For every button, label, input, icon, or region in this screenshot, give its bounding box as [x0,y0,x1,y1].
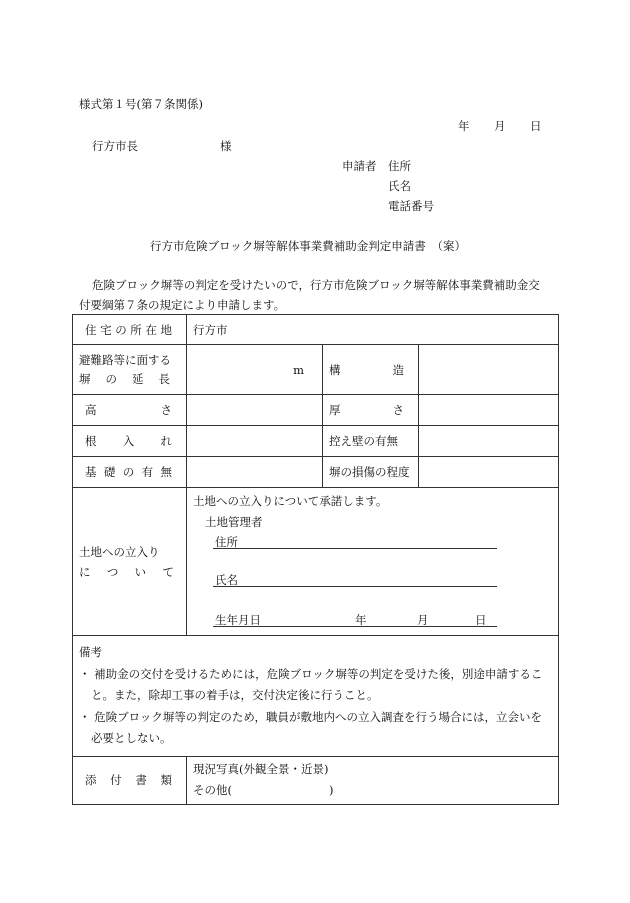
damage-value-cell[interactable] [419,457,559,488]
entry-birth-day: 日 [475,613,487,627]
date-day-label: 日 [530,119,542,133]
applicant-address-label: 住所 [388,159,411,173]
row-location [73,315,559,345]
form-number: 様式第１号(第７条関係) [79,97,203,111]
intro-line-1: 危険ブロック塀等の判定を受けたいので，行方市危険ブロック塀等解体事業費補助金交 [92,278,540,292]
remark-1-line-1: ・ 補助金の交付を受けるためには，危険ブロック塀等の判定を受けた後，別途申請するこ [79,666,543,681]
row-height [73,395,559,426]
remark-2-line-1: ・ 危険ブロック塀等の判定のため，職員が敷地内への立入調査を行う場合には，立会いを [79,709,542,724]
row-entry [73,488,559,636]
height-label: 高 さ [85,403,172,417]
height-value-cell[interactable] [187,395,323,426]
entry-consent-cell [187,488,559,636]
embed-label-cell [73,426,187,457]
thickness-label-cell [323,395,419,426]
length-label-line-1: 避難路等に面する [79,352,171,367]
land-manager-label: 土地管理者 [205,515,263,529]
damage-label-cell [323,457,419,488]
applicant-phone-label: 電話番号 [388,199,434,213]
attach-item-other[interactable] [193,780,552,801]
location-value: 行方市 [193,322,228,337]
entry-address-line[interactable] [213,548,497,549]
entry-birth-year: 年 [355,613,367,627]
location-label-cell [73,315,187,345]
remarks-cell [73,636,559,757]
length-unit: m [293,362,304,377]
row-length [73,345,559,395]
length-label-cell [73,345,187,395]
thickness-value-cell[interactable] [419,395,559,426]
length-value-cell[interactable] [187,345,323,395]
foundation-label-cell [73,457,187,488]
attach-label: 添 付 書 類 [85,773,172,787]
date-month-label: 月 [494,119,506,133]
entry-birth-month: 月 [417,613,429,627]
entry-label-line-1: 土地への立入り [79,544,160,559]
foundation-label: 基 礎 の 有 無 [85,465,172,479]
thickness-label: 厚 さ [329,403,404,417]
application-table [72,314,559,805]
buttress-label: 控え壁の有無 [329,434,398,448]
entry-birth-label: 生年月日 [215,613,261,627]
entry-name-line[interactable] [213,586,497,587]
addressee: 行方市長 [92,139,138,153]
damage-label: 塀の損傷の程度 [329,465,410,479]
date-year-label: 年 [458,119,470,133]
location-label: 住 宅 の 所 在 地 [85,322,172,337]
location-value-cell[interactable] [187,315,559,345]
attach-other-close: ) [329,783,334,797]
document-title: 行方市危険ブロック塀等解体事業費補助金判定申請書 （案） [150,239,467,253]
attach-other-open: その他( [193,783,232,797]
row-remarks [73,636,559,757]
applicant-name-label: 氏名 [388,179,411,193]
entry-birth-line[interactable] [213,626,497,627]
remarks-title: 備考 [79,645,102,659]
entry-label-line-2: に つ い て [79,564,174,579]
row-attachments [73,756,559,804]
entry-consent-text: 土地への立入りについて承諾します。 [193,494,388,508]
buttress-value-cell[interactable] [419,426,559,457]
applicant-label: 申請者 [342,159,377,173]
foundation-value-cell[interactable] [187,457,323,488]
structure-value-cell[interactable] [419,345,559,395]
remark-2-line-2: 必要としない。 [91,731,172,745]
attach-items-cell [187,756,559,804]
height-label-cell [73,395,187,426]
remark-1-line-2: と。また，除却工事の着手は，交付決定後に行うこと。 [91,688,379,702]
row-embed [73,426,559,457]
buttress-label-cell [323,426,419,457]
embed-label: 根 入 れ [85,434,172,448]
entry-name-label: 氏名 [215,573,238,587]
entry-address-label: 住所 [215,535,238,549]
structure-label: 構 造 [329,362,404,377]
embed-value-cell[interactable] [187,426,323,457]
attach-item-photos: 現況写真(外観全景・近景) [193,762,329,776]
structure-label-cell [323,345,419,395]
entry-label-cell [73,488,187,636]
attach-label-cell [73,756,187,804]
honorific: 様 [220,139,232,153]
row-foundation [73,457,559,488]
intro-line-2: 付要綱第７条の規定により申請します。 [79,298,286,312]
length-label-line-2: 塀 の 延 長 [79,371,170,386]
